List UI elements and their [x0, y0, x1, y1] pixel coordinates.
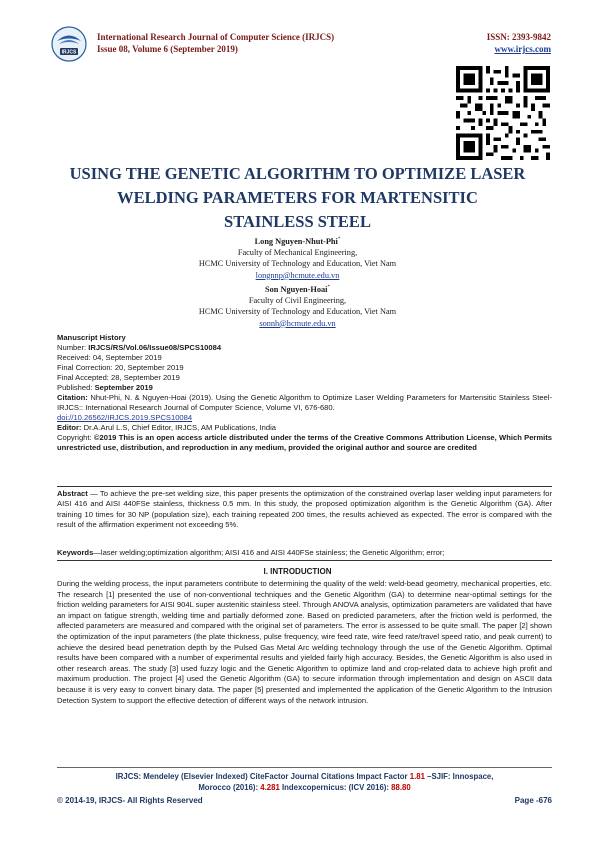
keywords-text: —laser welding;optimization algorithm; AISI 416 and AISI 440FSe stainless; the Genetic Algorithm; error; — [93, 548, 445, 557]
author-university: HCMC University of Technology and Education, Viet Nam — [198, 259, 397, 269]
divider-bottom — [57, 560, 552, 561]
author-mark: * — [327, 285, 330, 290]
editor-label: Editor: — [57, 423, 82, 432]
icv-value: 88.80 — [391, 782, 411, 792]
footer-line2-a: Morocco (2016): — [198, 782, 261, 792]
keywords — [57, 548, 552, 558]
logo-text: IRJCS — [61, 49, 77, 56]
footer-line1-b: –SJIF: Innospace, — [424, 772, 494, 781]
paper-title — [60, 162, 535, 234]
introduction-text: During the welding process, the input parameters contribute to determining the quality of the weld: weld-bead geometry, mechanical properties, etc. The research [1] presented the use of non-conventional techniques and the Genetic Algorithm (GA) to determine near-optimal settings for the friction welding parameters for AISI 904L super austenitic stainless steel. Through ANOVA analysis, optimization parameters are validated that have an impact on fatigue strength, welding time and partially deformed zone. Based on predicted parameters, after the friction weld is performed, the affected parameters are measured and compared with the original set of parameters. The error is assessed to be quite small. The paper [2] shown the optimization of the input parameters (the plate thickness, pulse frequency, wire feed rate, wire feed rate/travel speed ratio, and peak current) to achieve the desired bead penetration depth by the Pulsed Gas Metal Arc welding technology through the use of the Genetic Algorithm. Optimal results have been compared with a number of experimental results and yielded fairly high accuracy. Besides, the Genetic Algorithm is also used in other research areas. The study [3] used fuzzy logic and the Genetic Algorithm to optimize land and crop-related data to achieve high profit and maximum production. The project [4] used the Genetic Algorithm (GA) to secure information through implementation and design on ASCII data because it is very easy to convert binary data. The paper [5] presented and implemented the application of the Genetic Algorithm to the Intrusion Detection System to support the effective detection of different ways of the network intrusion. — [57, 579, 552, 705]
journal-name: International Research Journal of Computer Science (IRJCS) — [97, 32, 335, 42]
final-accepted-date: Final Accepted: 28, September 2019 — [57, 373, 180, 382]
issn: ISSN: 2393-9842 — [486, 32, 551, 42]
author-block-2 — [0, 282, 595, 329]
qr-code — [456, 66, 550, 160]
title-line-2: WELDING PARAMETERS FOR MARTENSITIC — [117, 188, 478, 207]
keywords-label: Keywords — [57, 548, 94, 557]
citation-text: Nhut-Phi, N. & Nguyen-Hoai (2019). Using the Genetic Algorithm to Optimize Laser Welding Parameters for Martensitic Stainless Steel-IRJCS:: International Research Journal of Computer Science, Volume VI, 676-680. — [57, 393, 552, 412]
manuscript-number: IRJCS/RS/Vol.06/Issue08/SPCS10084 — [88, 343, 222, 352]
title-line-3: STAINLESS STEEL — [224, 212, 371, 231]
author-university: HCMC University of Technology and Education, Viet Nam — [198, 307, 397, 317]
journal-issue: Issue 08, Volume 6 (September 2019) — [97, 44, 238, 54]
author-block-1 — [0, 234, 595, 281]
author-name: Long Nguyen-Nhut-Phi — [254, 236, 338, 246]
footer-indexing — [57, 772, 552, 793]
abstract-label: Abstract — [57, 489, 88, 498]
author-faculty: Faculty of Mechanical Engineering, — [237, 248, 358, 258]
published-label: Published: — [57, 383, 95, 392]
footer-line1-a: IRJCS: Mendeley (Elsevier Indexed) CiteFactor Journal Citations Impact Factor — [115, 772, 410, 781]
copyright-text: ©2019 This is an open access article distributed under the terms of the Creative Commons Attribution License, Which Permits unrestricted use, distribution, and reproduction in any medium, provided the original author and source are credited — [57, 433, 552, 452]
number-label: Number: — [57, 343, 89, 352]
final-correction-date: Final Correction: 20, September 2019 — [57, 363, 184, 372]
page-number: Page -676 — [514, 796, 552, 805]
published-date: September 2019 — [94, 383, 153, 392]
title-line-1: USING THE GENETIC ALGORITHM TO OPTIMIZE LASER — [69, 164, 526, 183]
editor-text: Dr.A.Arul L.S, Chief Editor, IRJCS, AM Publications, India — [81, 423, 277, 432]
section-heading: I. INTRODUCTION — [263, 567, 332, 576]
author-faculty: Faculty of Civil Engineering, — [248, 296, 347, 306]
copyright-label: Copyright: — [57, 433, 92, 442]
divider-top — [57, 486, 552, 487]
abstract-text: — To achieve the pre-set welding size, this paper presents the optimization of the constrained overlap laser welding input parameters for AISI 416 and AISI 440FSe stainless, thickness 0.5 mm. In this study, the proposed optimization algorithm is the Genetic Algorithm (GA). After training 10 times for 30 NP (population size), each training repeated 200 times, the results achieved as expected. The error is compared with the result of the affirmation experiment not exceeding 5%. — [57, 489, 552, 529]
history-heading: Manuscript History — [57, 333, 126, 342]
impact-factor-value: 1.81 — [409, 772, 425, 781]
received-date: Received: 04, September 2019 — [57, 353, 162, 362]
footer-copyright: © 2014-19, IRJCS- All Rights Reserved — [57, 796, 203, 805]
sjif-value: 4.281 — [260, 782, 280, 792]
footer-divider — [57, 767, 552, 768]
journal-logo — [51, 26, 87, 62]
abstract — [57, 489, 552, 530]
footer-line2-b: Indexcopernicus: (ICV 2016): — [279, 782, 392, 792]
author-email-link[interactable]: sonnh@hcmute.edu.vn — [259, 318, 336, 328]
manuscript-history — [57, 333, 557, 453]
author-mark: * — [337, 237, 341, 242]
author-email-link[interactable]: longnnp@hcmute.edu.vn — [255, 270, 340, 280]
citation-label: Citation: — [57, 393, 88, 402]
doi-link[interactable]: doi://10.26562/IRJCS.2019.SPCS10084 — [57, 413, 193, 422]
journal-website-link[interactable]: www.irjcs.com — [494, 44, 551, 54]
author-name: Son Nguyen-Hoai — [265, 284, 328, 294]
